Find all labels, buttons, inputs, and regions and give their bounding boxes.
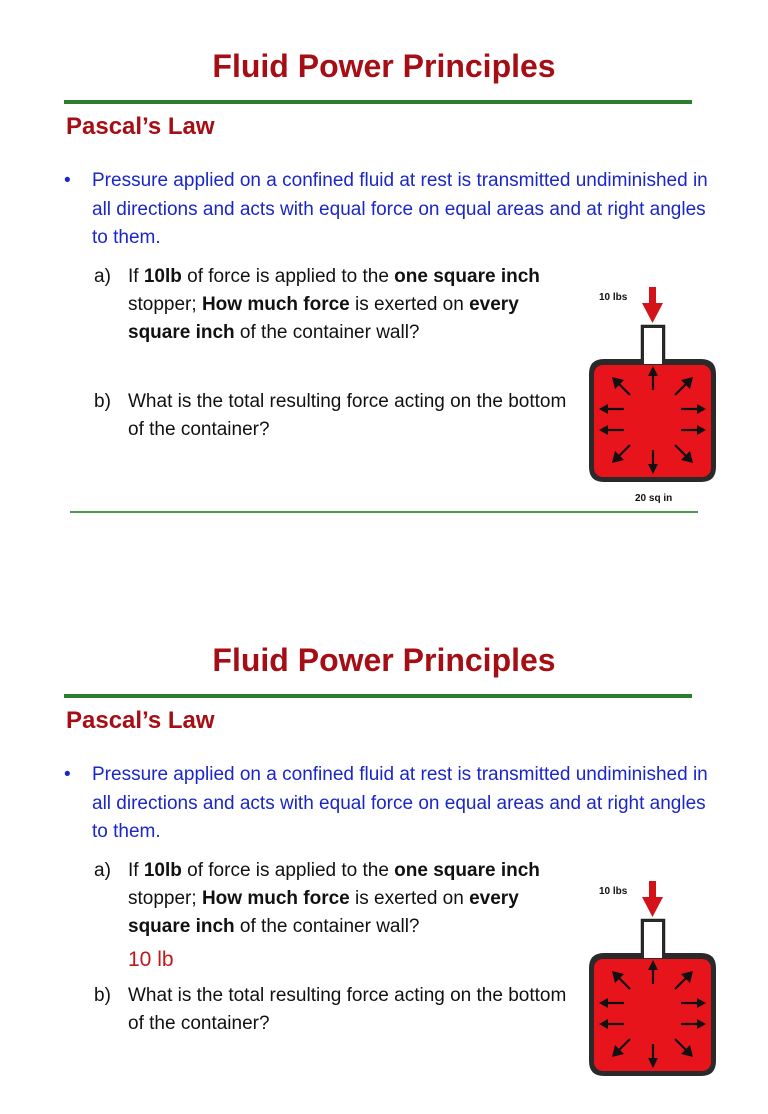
slide-subtitle: Pascal’s Law bbox=[66, 707, 215, 734]
title-divider bbox=[64, 694, 692, 698]
slide-title: Fluid Power Principles bbox=[212, 642, 556, 678]
slide-subtitle: Pascal’s Law bbox=[66, 113, 215, 140]
area-label: 20 sq in bbox=[635, 493, 673, 504]
bullet-dot: • bbox=[64, 764, 71, 785]
slide-1 bbox=[0, 0, 768, 520]
slide-2 bbox=[0, 594, 768, 1114]
question-a-marker: a) bbox=[94, 860, 111, 881]
bullet-text: Pressure applied on a confined fluid at rest is transmitted undiminished in all directions and acts with equal force on equal areas and at right angles to them. bbox=[92, 170, 708, 248]
question-b-marker: b) bbox=[94, 391, 111, 412]
slide-title: Fluid Power Principles bbox=[212, 48, 556, 84]
bullet-dot: • bbox=[64, 170, 71, 191]
question-b-marker: b) bbox=[94, 985, 111, 1006]
applied-force-arrow-icon bbox=[642, 287, 663, 323]
pascal-container-figure bbox=[585, 879, 720, 1099]
question-b-text: What is the total resulting force acting on the bottom of the container? bbox=[128, 985, 567, 1034]
pascal-container-figure bbox=[585, 285, 720, 505]
question-b-text: What is the total resulting force acting on the bottom of the container? bbox=[128, 391, 567, 440]
bottom-divider bbox=[70, 511, 698, 513]
force-label: 10 lbs bbox=[599, 886, 628, 897]
force-label: 10 lbs bbox=[599, 292, 628, 303]
answer-a: 10 lb bbox=[128, 948, 174, 971]
question-a-text: If 10lb of force is applied to the one square inch stopper; How much force is exerted on every square inch of the container wall? bbox=[128, 860, 540, 937]
question-a-marker: a) bbox=[94, 266, 111, 287]
applied-force-arrow-icon bbox=[642, 881, 663, 917]
question-a-text: If 10lb of force is applied to the one square inch stopper; How much force is exerted on every square inch of the container wall? bbox=[128, 266, 540, 343]
title-divider bbox=[64, 100, 692, 104]
bullet-text: Pressure applied on a confined fluid at rest is transmitted undiminished in all directions and acts with equal force on equal areas and at right angles to them. bbox=[92, 764, 708, 842]
